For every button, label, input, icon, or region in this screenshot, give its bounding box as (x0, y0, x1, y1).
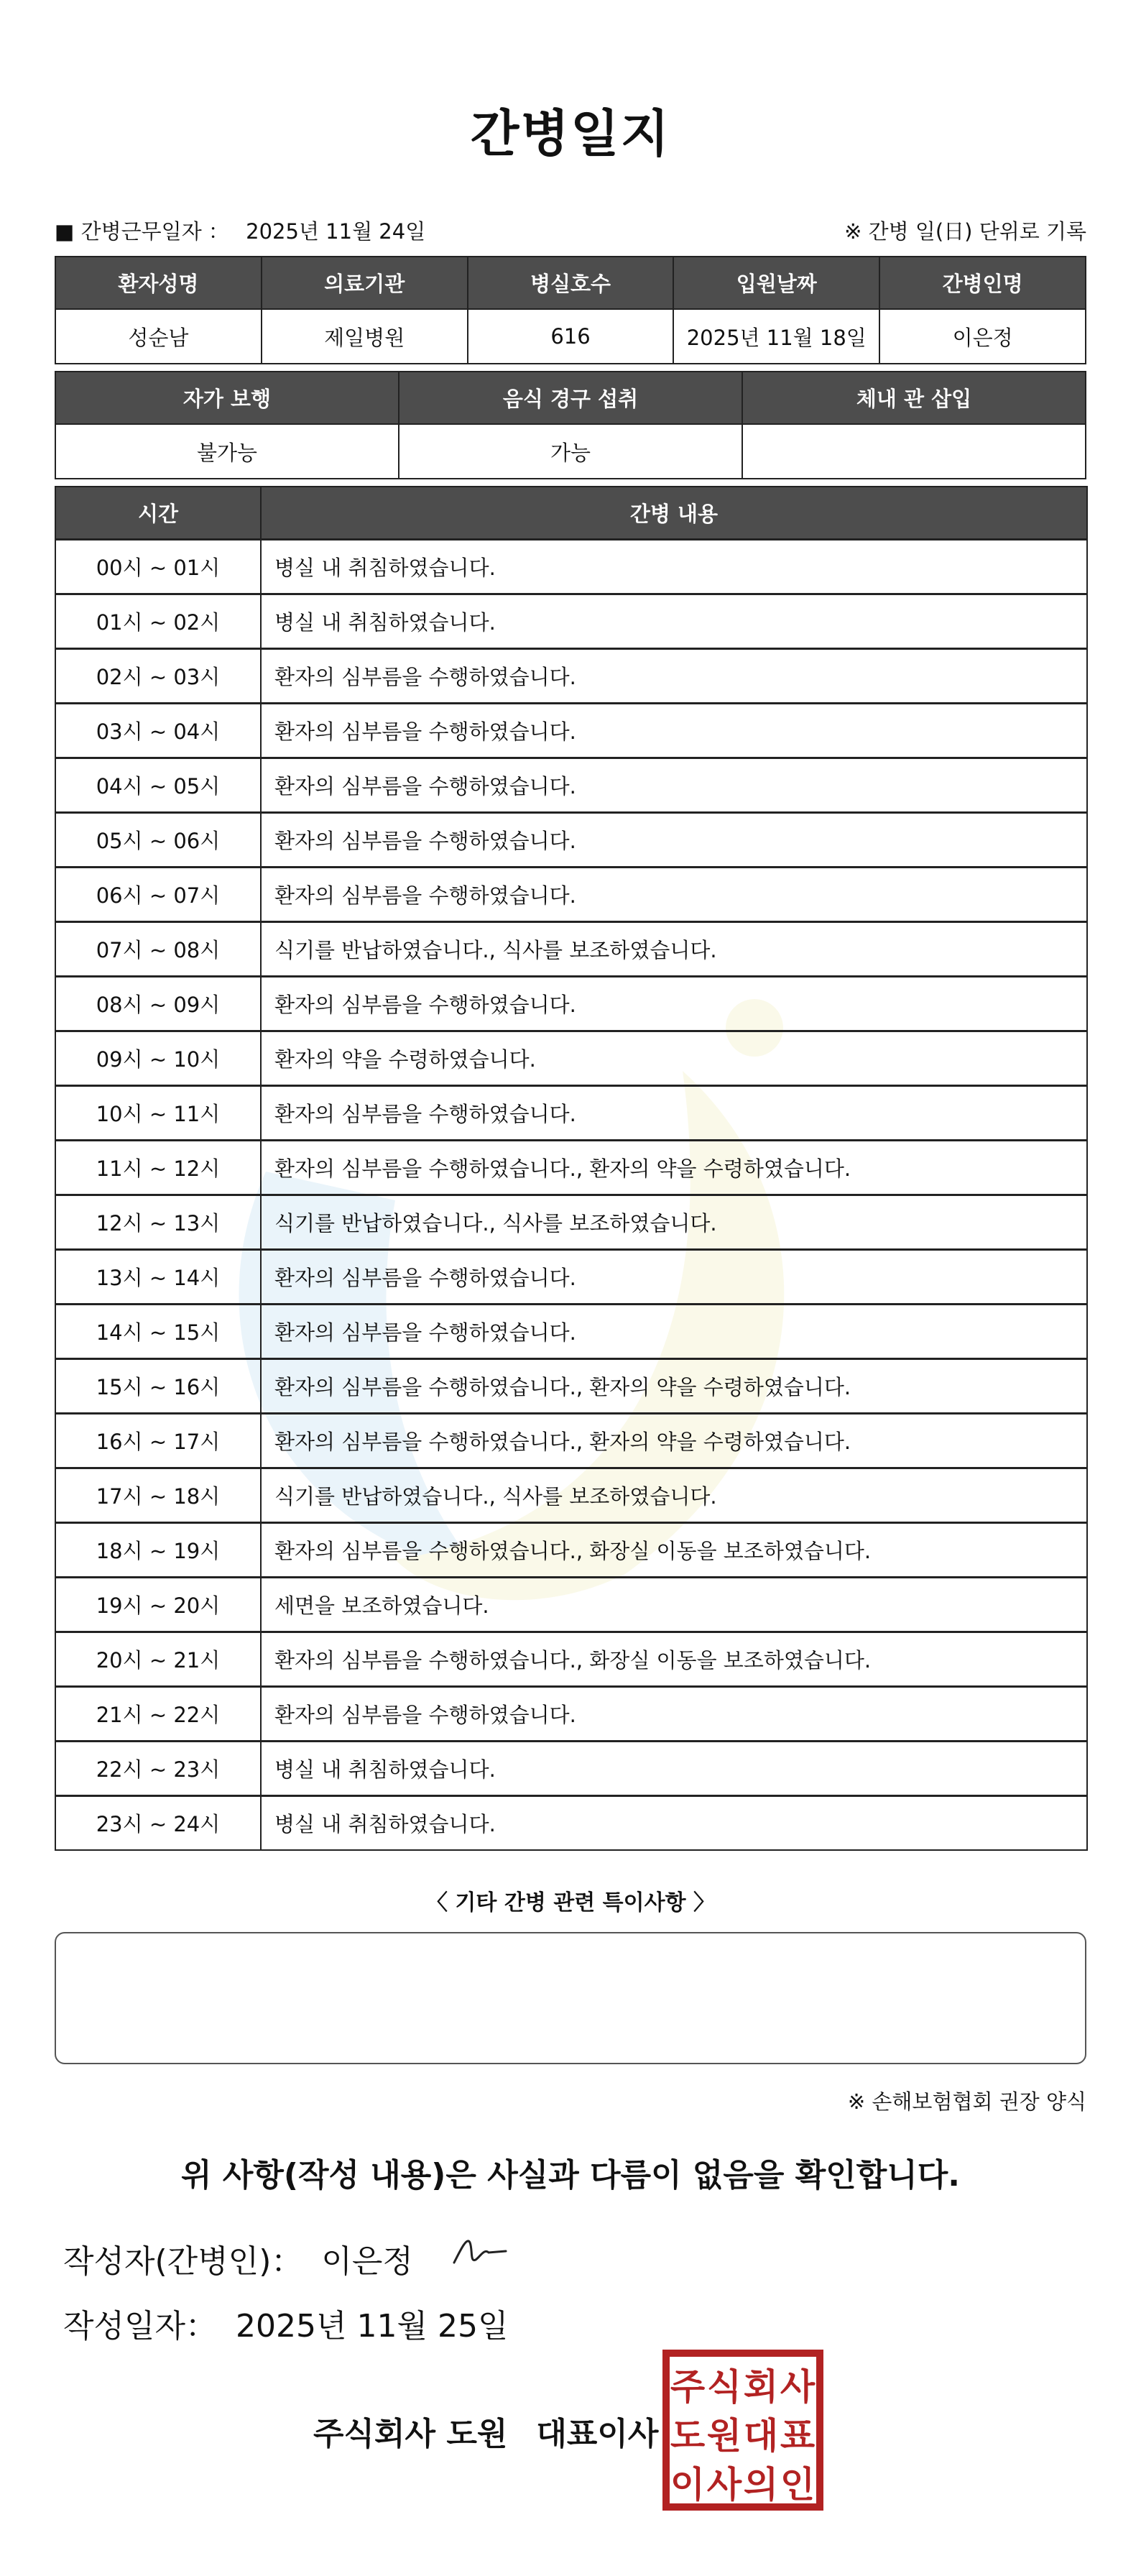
row-time: 19시 ~ 20시 (55, 1578, 261, 1632)
table-row (55, 1742, 1087, 1796)
row-time: 22시 ~ 23시 (55, 1742, 261, 1796)
row-time: 09시 ~ 10시 (55, 1031, 261, 1086)
work-date-label: ■ 간병근무일자 ： (55, 219, 229, 244)
header-admission-date: 입원날짜 (673, 257, 879, 309)
table-row (55, 1086, 1087, 1141)
table-row (55, 922, 1087, 977)
writer-line (63, 2235, 413, 2281)
room-number: 616 (468, 309, 674, 364)
admission-date: 2025년 11월 18일 (673, 309, 879, 364)
written-date-value: 2025년 11월 25일 (236, 2308, 509, 2345)
row-content: 환자의 심부름을 수행하였습니다. (261, 758, 1087, 813)
table-row (55, 1031, 1087, 1086)
seal-char: 식 (706, 2366, 742, 2408)
row-content: 환자의 심부름을 수행하였습니다. (261, 977, 1087, 1031)
seal-char: 대 (743, 2415, 779, 2457)
document-title: 간병일지 (470, 104, 671, 163)
row-content: 식기를 반납하였습니다., 식사를 보조하였습니다. (261, 1468, 1087, 1523)
row-time: 05시 ~ 06시 (55, 813, 261, 868)
table-row (55, 1359, 1087, 1414)
header-care-content: 간병 내용 (261, 487, 1087, 540)
row-content: 환자의 약을 수령하였습니다. (261, 1031, 1087, 1086)
table-row (55, 758, 1087, 813)
header-time: 시간 (55, 487, 261, 540)
row-content: 환자의 심부름을 수행하였습니다. (261, 868, 1087, 922)
table-row (55, 1632, 1087, 1687)
row-time: 00시 ~ 01시 (55, 540, 261, 594)
row-content: 병실 내 취침하였습니다. (261, 540, 1087, 594)
row-time: 13시 ~ 14시 (55, 1250, 261, 1305)
seal-char: 표 (780, 2415, 816, 2457)
signature-icon (451, 2234, 509, 2270)
seal-char: 사 (780, 2366, 816, 2408)
tube-insertion-status (742, 424, 1086, 479)
writer-name: 이은정 (321, 2243, 413, 2280)
table-row (55, 1414, 1087, 1468)
seal-char: 회 (743, 2366, 779, 2408)
table-row (55, 977, 1087, 1031)
row-content: 환자의 심부름을 수행하였습니다., 환자의 약을 수령하였습니다. (261, 1414, 1087, 1468)
row-time: 23시 ~ 24시 (55, 1796, 261, 1851)
table-row (55, 1305, 1087, 1359)
row-time: 03시 ~ 04시 (55, 704, 261, 758)
row-time: 14시 ~ 15시 (55, 1305, 261, 1359)
header-hospital: 의료기관 (262, 257, 468, 309)
table-row (55, 1141, 1087, 1195)
row-content: 세면을 보조하였습니다. (261, 1578, 1087, 1632)
table-row (55, 868, 1087, 922)
seal-char: 원 (706, 2415, 742, 2457)
row-content: 환자의 심부름을 수행하였습니다. (261, 704, 1087, 758)
row-content: 식기를 반납하였습니다., 식사를 보조하였습니다. (261, 922, 1087, 977)
seal-char: 사 (706, 2464, 742, 2506)
company-line (313, 2408, 658, 2454)
row-content: 환자의 심부름을 수행하였습니다. (261, 649, 1087, 704)
care-log-table (55, 486, 1088, 1851)
caregiver-name: 이은정 (879, 309, 1086, 364)
special-notes-box (55, 1932, 1086, 2064)
header-patient-name: 환자성명 (55, 257, 262, 309)
row-content: 환자의 심부름을 수행하였습니다. (261, 1305, 1087, 1359)
care-log-rows (55, 540, 1087, 1851)
table-row (55, 1468, 1087, 1523)
row-time: 08시 ~ 09시 (55, 977, 261, 1031)
writer-label: 작성자(간병인)： (63, 2243, 303, 2280)
work-date-value: 2025년 11월 24일 (246, 219, 426, 244)
row-time: 20시 ~ 21시 (55, 1632, 261, 1687)
seal-char: 인 (780, 2464, 816, 2506)
table-row (55, 813, 1087, 868)
seal-char: 이 (670, 2464, 706, 2506)
row-time: 10시 ~ 11시 (55, 1086, 261, 1141)
patient-info-table (55, 256, 1086, 364)
table-row (55, 1523, 1087, 1578)
seal-char: 의 (743, 2464, 779, 2506)
table-row (55, 1195, 1087, 1250)
company-name: 주식회사 도원 (313, 2416, 508, 2452)
row-time: 11시 ~ 12시 (55, 1141, 261, 1195)
row-content: 환자의 심부름을 수행하였습니다. (261, 1250, 1087, 1305)
row-content: 환자의 심부름을 수행하였습니다., 화장실 이동을 보조하였습니다. (261, 1632, 1087, 1687)
special-notes-title: 〈 기타 간병 관련 특이사항 〉 (425, 1890, 716, 1915)
row-content: 병실 내 취침하였습니다. (261, 1742, 1087, 1796)
row-time: 21시 ~ 22시 (55, 1687, 261, 1742)
header-walking: 자가 보행 (55, 372, 399, 424)
table-row (55, 1578, 1087, 1632)
row-content: 환자의 심부름을 수행하였습니다. (261, 813, 1087, 868)
oral-intake-status: 가능 (399, 424, 742, 479)
work-date (55, 216, 425, 245)
seal-char: 도 (670, 2415, 706, 2457)
row-time: 15시 ~ 16시 (55, 1359, 261, 1414)
table-row (55, 649, 1087, 704)
row-content: 환자의 심부름을 수행하였습니다. (261, 1086, 1087, 1141)
row-time: 18시 ~ 19시 (55, 1523, 261, 1578)
row-time: 16시 ~ 17시 (55, 1414, 261, 1468)
row-content: 환자의 심부름을 수행하였습니다. (261, 1687, 1087, 1742)
company-representative: 대표이사 (536, 2416, 659, 2452)
company-seal-icon (662, 2349, 824, 2511)
table-row (55, 1796, 1087, 1851)
table-row (55, 1687, 1087, 1742)
meta-row (55, 216, 1086, 244)
table-row (55, 1250, 1087, 1305)
walking-status: 불가능 (55, 424, 399, 479)
confirmation-statement: 위 사항(작성 내용)은 사실과 다름이 없음을 확인합니다. (181, 2157, 960, 2194)
row-content: 환자의 심부름을 수행하였습니다., 화장실 이동을 보조하였습니다. (261, 1523, 1087, 1578)
row-time: 04시 ~ 05시 (55, 758, 261, 813)
header-tube-insertion: 체내 관 삽입 (742, 372, 1086, 424)
hospital-name: 제일병원 (262, 309, 468, 364)
unit-note: ※ 간병 일(日) 단위로 기록 (844, 219, 1086, 244)
header-caregiver: 간병인명 (879, 257, 1086, 309)
row-content: 환자의 심부름을 수행하였습니다., 환자의 약을 수령하였습니다. (261, 1141, 1087, 1195)
row-content: 병실 내 취침하였습니다. (261, 1796, 1087, 1851)
header-room: 병실호수 (468, 257, 674, 309)
row-time: 02시 ~ 03시 (55, 649, 261, 704)
row-time: 12시 ~ 13시 (55, 1195, 261, 1250)
header-oral-intake: 음식 경구 섭취 (399, 372, 742, 424)
row-time: 17시 ~ 18시 (55, 1468, 261, 1523)
row-content: 병실 내 취침하였습니다. (261, 594, 1087, 649)
form-note: ※ 손해보험협회 권장 양식 (847, 2089, 1086, 2114)
written-date-label: 작성일자： (63, 2308, 218, 2345)
patient-status-table (55, 371, 1086, 479)
row-time: 01시 ~ 02시 (55, 594, 261, 649)
row-content: 식기를 반납하였습니다., 식사를 보조하였습니다. (261, 1195, 1087, 1250)
table-row (55, 540, 1087, 594)
seal-char: 주 (670, 2366, 706, 2408)
row-time: 07시 ~ 08시 (55, 922, 261, 977)
row-time: 06시 ~ 07시 (55, 868, 261, 922)
table-row (55, 594, 1087, 649)
patient-name: 성순남 (55, 309, 262, 364)
table-row (55, 704, 1087, 758)
written-date-line (63, 2300, 508, 2346)
row-content: 환자의 심부름을 수행하였습니다., 환자의 약을 수령하였습니다. (261, 1359, 1087, 1414)
